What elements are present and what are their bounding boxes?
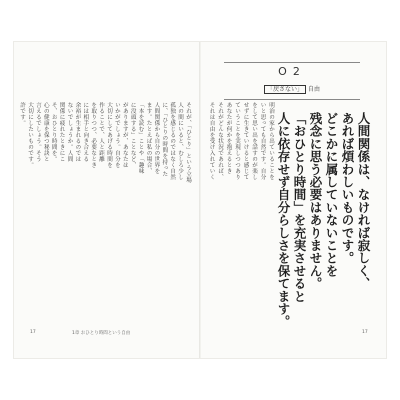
chapter-title [224, 84, 360, 93]
left-body-line: 関係に疲れたときにこ [58, 102, 65, 162]
left-body-line: に没頭する」ことなど、 [129, 102, 136, 168]
left-folio: 17 [30, 330, 36, 335]
left-body-line: 孤独を感じるのではなく自然 [169, 102, 176, 180]
right-body-line: をして思い出を話すのが楽し [251, 102, 257, 180]
right-body-line: それがどんな状況であれば、 [217, 102, 223, 180]
chapter-heading [224, 62, 360, 100]
left-body-line: には相手と向き合える [82, 102, 89, 162]
lead-statement-line: 残念に思う必要はありません。 [308, 112, 323, 290]
lead-statement-line: 人に依存せず自分らしさを保てます。 [276, 112, 291, 328]
left-body-line: 「本を読む」ことや「趣味 [137, 102, 144, 174]
right-folio: 17 [362, 330, 368, 335]
left-body-line: 人の間にいると、むしろ少し [177, 102, 184, 180]
lead-statement-line: 「おひとり時間」を充実させると [292, 112, 307, 303]
right-body-line: 明治の家から出ていることを [268, 102, 274, 180]
chapter-title-rest: 自由 [308, 86, 321, 93]
chapter-number: O2 [278, 65, 306, 78]
left-body-line: を取りつつ、必要なとき [90, 102, 97, 168]
lead-statement-line: どこかに属していないことを [324, 112, 339, 278]
right-body-line: せずに生きていけると感じて [242, 102, 249, 180]
right-body-line: いと思っても自然です。自分 [259, 102, 266, 180]
right-body-line: ていうことを実現しつつあり [234, 102, 240, 180]
left-body-line: 大切にしてあげる時間を [106, 102, 112, 168]
left-body-line: 心の健康を保つ秘訣と [42, 102, 49, 162]
left-running-head: 1章 おひとり時間という自由 [72, 331, 131, 336]
left-body-line: 作ることで、人と距離 [98, 102, 105, 162]
left-page [14, 42, 200, 358]
left-body-line: ます。たとえば私の場合、 [145, 102, 152, 174]
left-body-line: それが、「ひとり」という立場 [185, 102, 191, 184]
left-body-line: ないでしょうか。人間 [66, 102, 73, 162]
left-body-line: そ、おひとり時間を。 [50, 102, 57, 162]
left-body-line: いかがでしょう。自分を [113, 102, 120, 168]
chapter-title-keyword: 「戻さない」 [264, 85, 306, 94]
lead-statement-line: 人間関係は、なければ寂しく、 [356, 112, 371, 290]
left-body-line: 言えるでしょう。そう [34, 102, 41, 162]
left-body-line: に、「ひとりの時間を持った [161, 102, 168, 178]
left-body-line: 人間関係から自分の世界を [153, 102, 160, 174]
left-body-line: 許です。 [19, 102, 26, 126]
left-body-line: 大切にしたいものです。 [27, 102, 33, 168]
left-body-line: がありますが、あなたは [121, 102, 128, 168]
lead-statement-line: あれば煩わしいものです。 [340, 112, 355, 265]
right-body-line: あなたが何かを抱えるとき [225, 102, 232, 174]
left-body-line: 余裕が生まれるのでは [74, 102, 81, 162]
right-body-line: それは自由を受け入れていく [208, 102, 215, 180]
